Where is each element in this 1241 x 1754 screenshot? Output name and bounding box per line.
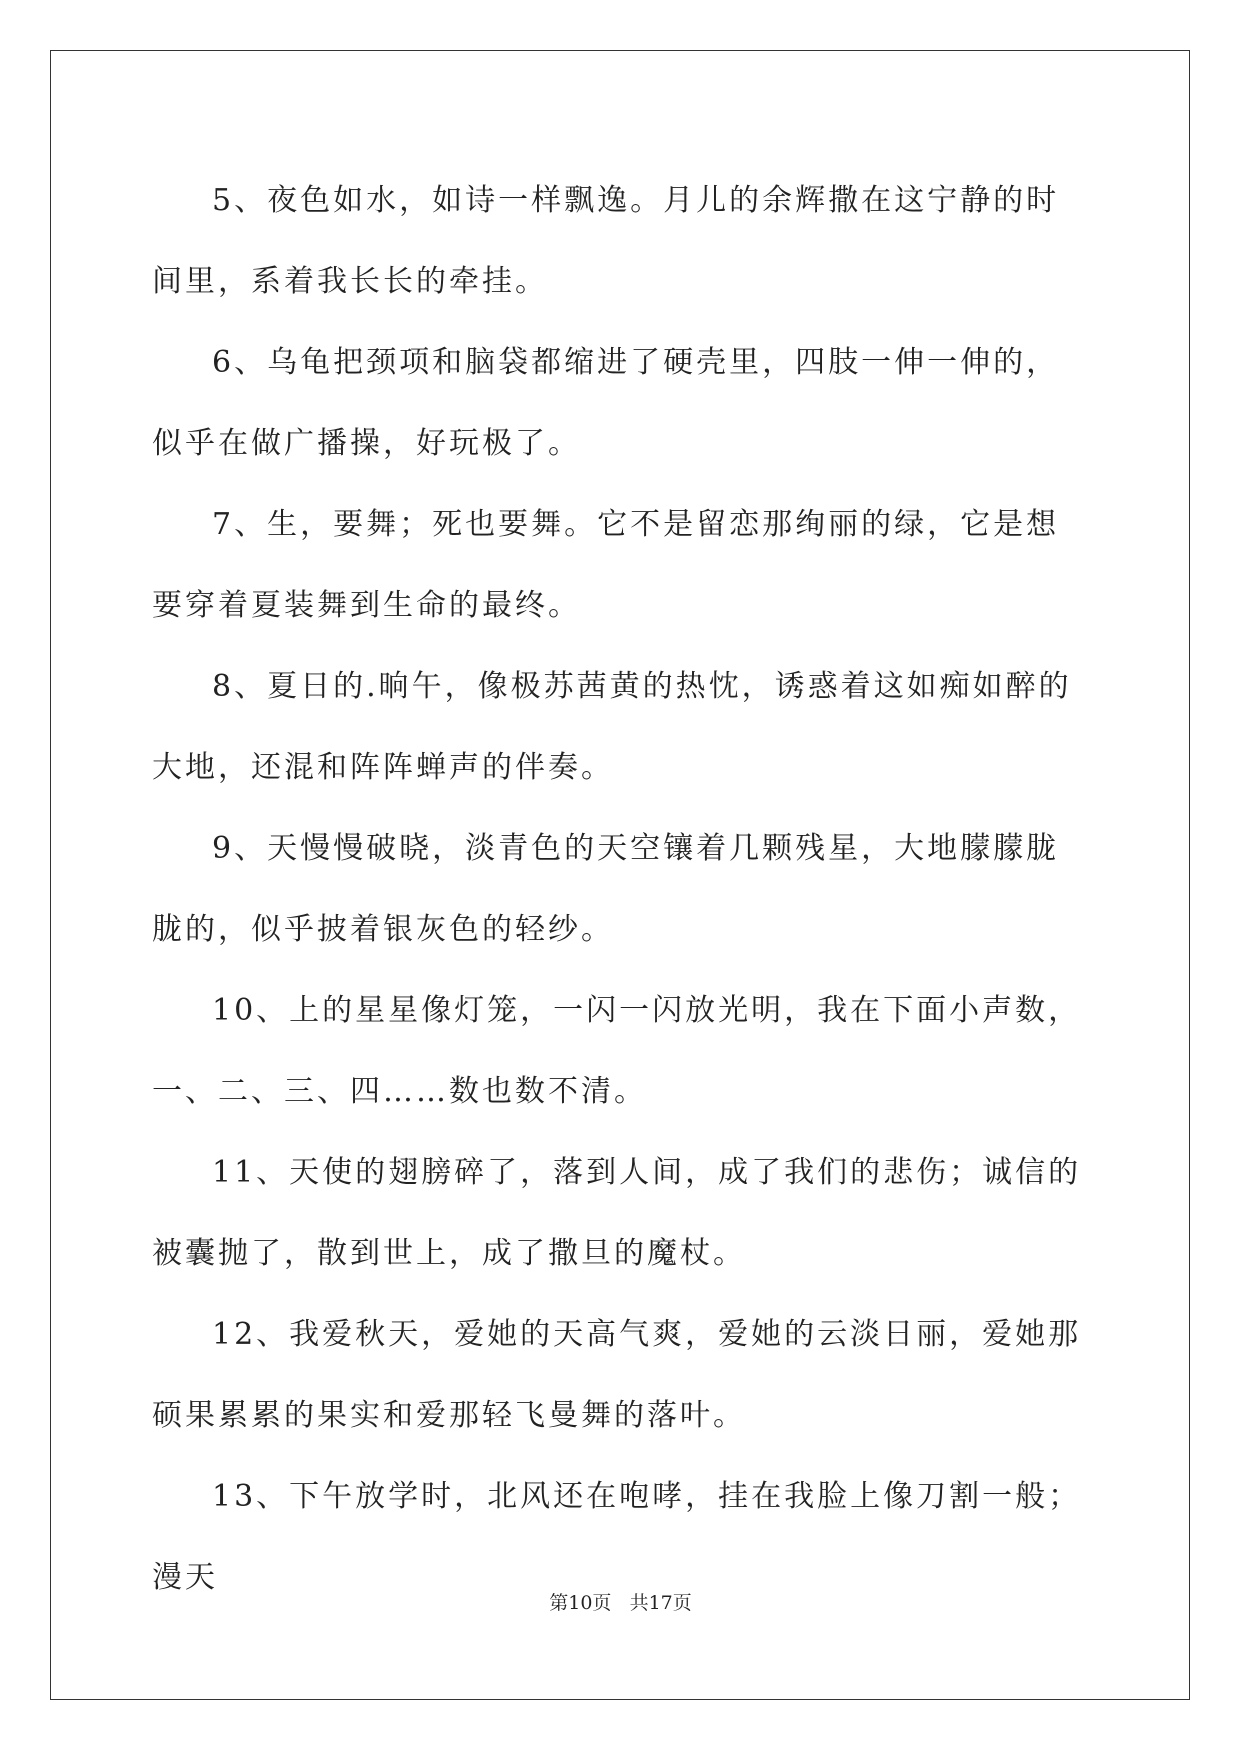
paragraph-7: 7、生，要舞；死也要舞。它不是留恋那绚丽的绿，它是想要穿着夏装舞到生命的最终。: [152, 507, 1060, 623]
current-page-number: 第10页: [549, 1592, 612, 1614]
paragraph-12: 12、我爱秋天，爱她的天高气爽，爱她的云淡日丽，爱她那硕果累累的果实和爱那轻飞曼舞的落叶。: [152, 1317, 1082, 1433]
page-footer: [0, 1588, 1241, 1615]
paragraph-9: 9、天慢慢破晓，淡青色的天空镶着几颗残星，大地朦朦胧胧的，似乎披着银灰色的轻纱。: [152, 831, 1060, 947]
paragraph-6: 6、乌龟把颈项和脑袋都缩进了硬壳里，四肢一伸一伸的，似乎在做广播操，好玩极了。: [152, 345, 1060, 461]
paragraph-8: 8、夏日的.晌午，像极苏茜黄的热忱，诱惑着这如痴如醉的大地，还混和阵阵蝉声的伴奏。: [152, 669, 1072, 785]
paragraph-13: 13、下午放学时，北风还在咆哮，挂在我脸上像刀割一般；漫天: [152, 1479, 1082, 1595]
document-body: [152, 160, 1092, 1618]
paragraph-10: 10、上的星星像灯笼，一闪一闪放光明，我在下面小声数，一、二、三、四……数也数不清。: [152, 993, 1082, 1109]
paragraph-11: 11、天使的翅膀碎了，落到人间，成了我们的悲伤；诚信的被囊抛了，散到世上，成了撒旦的魔杖。: [152, 1155, 1082, 1271]
paragraph-5: 5、夜色如水，如诗一样飘逸。月儿的余辉撒在这宁静的时间里，系着我长长的牵挂。: [152, 183, 1060, 299]
total-pages: 共17页: [629, 1592, 692, 1614]
